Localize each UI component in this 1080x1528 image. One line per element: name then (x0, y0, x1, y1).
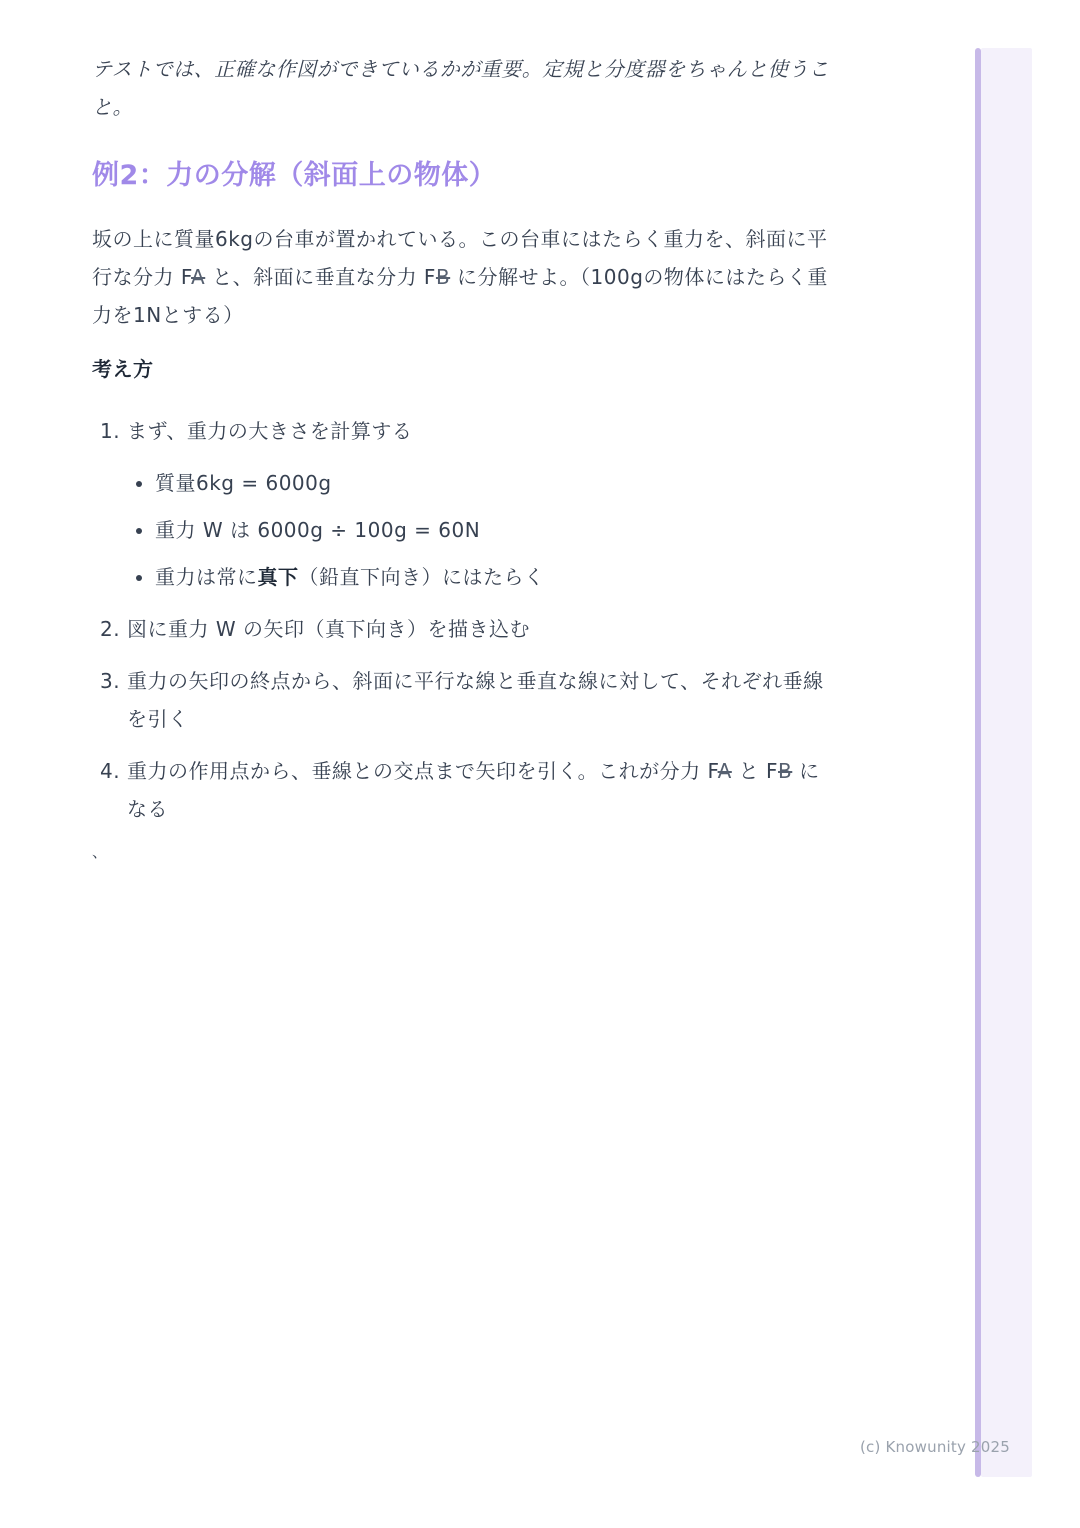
section-heading: 例2：力の分解（斜面上の物体） (92, 160, 497, 191)
step-item: 3. 重力の矢印の終点から、斜面に平行な線と垂直な線に対して、それぞれ垂線を引く (127, 662, 837, 738)
substeps-list (127, 464, 837, 596)
substep-item: • 重力 W は 6000g ÷ 100g = 60N (155, 511, 837, 549)
method-heading: 考え方 (92, 357, 154, 381)
substep-item: • 質量6kg = 6000g (155, 464, 837, 502)
intro-note: テストでは、正確な作図ができているかが重要。定規と分度器をちゃんと使うこと。 (92, 57, 830, 119)
stray-mark: 、 (92, 843, 108, 861)
step-item (127, 412, 837, 596)
step-text: まず、重力の大きさを計算する (127, 419, 413, 443)
page-content (92, 0, 837, 862)
side-rail-line (975, 48, 981, 1477)
copyright-footer: (c) Knowunity 2025 (860, 1438, 1010, 1456)
step-item: 4. 重力の作用点から、垂線との交点まで矢印を引く。これが分力 FA と FB になる (127, 752, 837, 828)
side-rail-track (981, 48, 1032, 1477)
step-item: 2. 図に重力 W の矢印（真下向き）を描き込む (127, 610, 837, 648)
steps-list (92, 412, 837, 828)
problem-statement: 坂の上に質量6kgの台車が置かれている。この台車にはたらく重力を、斜面に平行な分力 FA と、斜面に垂直な分力 FB に分解せよ。（100gの物体にはたらく重力を1Nとする） (92, 227, 828, 327)
substep-item: • 重力は常に真下（鉛直下向き）にはたらく (155, 558, 837, 596)
